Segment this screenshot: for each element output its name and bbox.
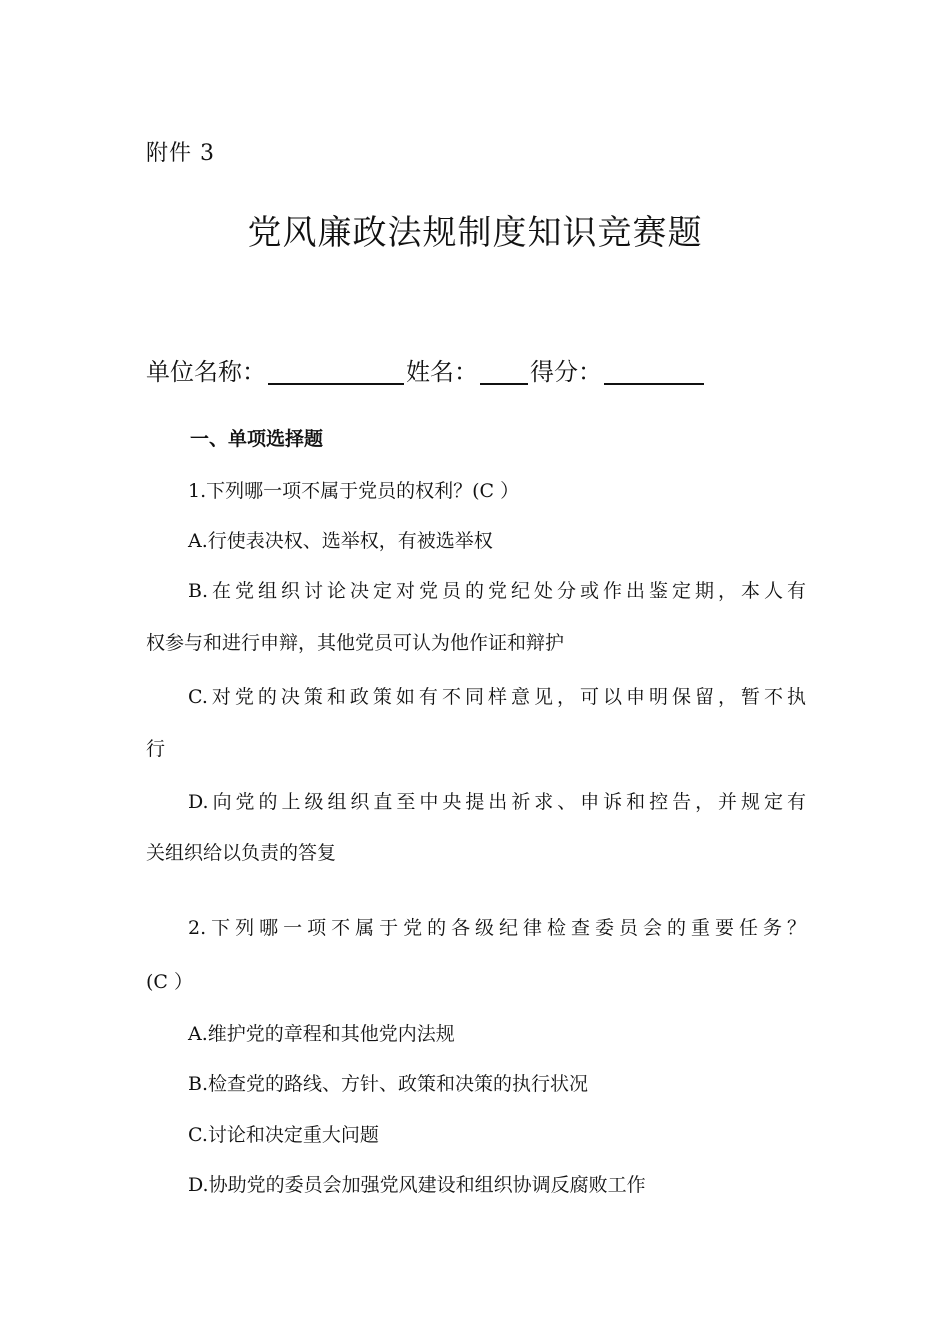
attachment-label: 附件 3 [146, 141, 215, 166]
info-line [146, 352, 706, 387]
q2-question-line2: (C ） [146, 971, 193, 993]
q1-question: 1.下列哪一项不属于党员的权利？(C ） [188, 480, 520, 502]
q2-question-line1: 2.下列哪一项不属于党的各级纪律检查委员会的重要任务？ [188, 917, 806, 939]
unit-label: 单位名称： [146, 358, 266, 386]
q2-option-c: C.讨论和决定重大问题 [188, 1124, 379, 1146]
document-title: 党风廉政法规制度知识竞赛题 [247, 213, 703, 253]
q1-option-b-line2: 权参与和进行申辩，其他党员可认为他作证和辩护 [146, 632, 565, 654]
q1-option-d-line1: D.向党的上级组织直至中央提出祈求、申诉和控告，并规定有 [188, 791, 806, 813]
q1-option-b-line1: B.在党组织讨论决定对党员的党纪处分或作出鉴定期，本人有 [188, 580, 806, 602]
unit-name-field[interactable] [268, 357, 404, 385]
section-heading: 一、单项选择题 [190, 428, 324, 450]
q1-option-d-line2: 关组织给以负责的答复 [146, 842, 337, 864]
score-field[interactable] [604, 357, 704, 385]
name-field[interactable] [480, 357, 528, 385]
q2-option-a: A.维护党的章程和其他党内法规 [188, 1023, 455, 1045]
q1-option-a: A.行使表决权、选举权，有被选举权 [188, 530, 493, 552]
q1-option-c-line2: 行 [146, 738, 166, 760]
name-label: 姓名： [406, 358, 478, 386]
score-label: 得分： [530, 358, 602, 386]
q2-option-b: B.检查党的路线、方针、政策和决策的执行状况 [188, 1073, 589, 1095]
q1-option-c-line1: C.对党的决策和政策如有不同样意见，可以申明保留，暂不执 [188, 686, 806, 708]
q2-option-d: D.协助党的委员会加强党风建设和组织协调反腐败工作 [188, 1174, 646, 1196]
